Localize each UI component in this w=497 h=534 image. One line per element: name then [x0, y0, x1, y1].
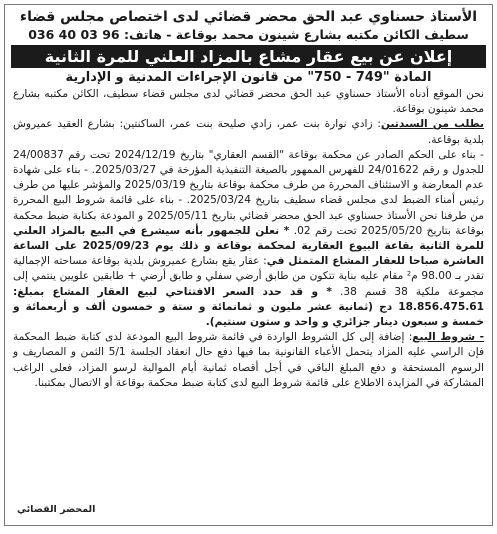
bailiff-name-line: الأستاذ حسناوي عبد الحق محضر قضائي لدى اختصاص مجلس قضاء	[19, 9, 478, 25]
legal-notice	[4, 4, 493, 526]
property-description: : عقار يقع بشارع عميروش بلدية بوقاعة مساحته الإجمالية تقدر بـ 98.00 م² مقام عليه بناية تتكون من طابق أرضي سفلي و طابق أرضي + طابقين علويين ينتمي إلى مجموعة ملكية 38 قسم 38.	[13, 255, 484, 298]
procedure-paragraph	[13, 148, 484, 330]
procedure-text: - بناء على الحكم الصادر عن محكمة بوقاعة "القسم العقاري" بتاريخ 2024/12/19 تحت رقم 24/00837 للجدول و رقم 24/01622 للفهرس الممهور بالصيغة التنفيذية المؤرخة في 2025/03/27. - بناء على شهادة عدم المعارضة و الاستئناف المحررة من طرف محكمة بوقاعة بتاريخ 2025/03/19 والمؤشر عليها من طرف رئيس أمناء الضبط لدى مجلس قضاء سطيف بتاريخ 2025/03/24. - بناء على قائمة شروط البيع المحررة من طرفنا نحن الأستاذ حسناوي عبد الحق محضر قضائي بتاريخ 2025/05/11 و المودعة بكتابة ضبط محكمة بوقاعة بتاريخ 2025/05/20 تحت رقم 02.	[13, 148, 484, 237]
legal-article-reference: المادة "749 - 750" من قانون الإجراءات المدنية و الإدارية	[65, 70, 432, 85]
requesters-paragraph	[13, 117, 484, 147]
terms-text: : إضافة إلى كل الشروط الواردة في قائمة شروط البيع المودعة لدى كتابة ضبط المحكمة فإن الراسي عليه المزاد يتحمل الأعباء القانونية بما فيها دفع حال انعقاد الجلسة 5/1 الثمن و المصاريف و الرسوم المستحقة و دفع المبلغ الباقي في أجل أقصاه ثمانية أيام الموالية لرسو المزاد، فعلى الراغب المشاركة في المزايدة الاطلاع على قائمة شروط البيع لدى كتابة ضبط محكمة بوقاعة أو الاتصال بمكتبنا.	[13, 331, 485, 389]
terms-label: - شروط البيع	[412, 331, 484, 344]
requesters-text: : زادي نوارة بنت عمر، زادي صليحة بنت عمر، الساكنتين: بشارع العقيد عميروش بلدية بوقاعة.	[13, 118, 484, 146]
bailiff-signature: المحضر القضائي	[17, 504, 96, 515]
notice-body	[5, 87, 492, 391]
opening-price-amount: : 18.856.475.61 دج (ثمانية عشر مليون و ثمانمائة و ستة و خمسون ألف و أربعمائة و خمسة و سبعون دينار جزائري و واحد و ستون سنتيم).	[13, 285, 484, 329]
intro-paragraph: نحن الموقع أدناه الأستاذ حسناوي عبد الحق محضر قضائي لدى مجلس قضاء سطيف، الكائن مكتبه بشارع محمد شينون بوقاعة.	[13, 88, 484, 116]
bailiff-address-line: سطيف الكائن مكتبه بشارع شينون محمد بوقاعة - هاتف: 96 03 40 036	[28, 27, 469, 42]
sale-notice: * نعلن للجمهور بأنه سيشرع في البيع بالمزاد العلني للمرة الثانية بقاعة البيوع العقارية لمحكمة بوقاعة و ذلك يوم 2025/09/23 على الساعة العاشرة صباحا للعقار المشاع المتمثل في	[13, 224, 484, 268]
announcement-title: إعلان عن بيع عقار مشاع بالمزاد العلني للمرة الثانية	[11, 45, 486, 68]
opening-price-label: * و قد حدد السعر الافتتاحي لبيع العقار المشاع بمبلغ	[17, 285, 332, 298]
requesters-label: بطلب من السيدتين	[381, 118, 484, 131]
bailiff-header	[5, 5, 492, 43]
terms-paragraph	[13, 330, 484, 391]
